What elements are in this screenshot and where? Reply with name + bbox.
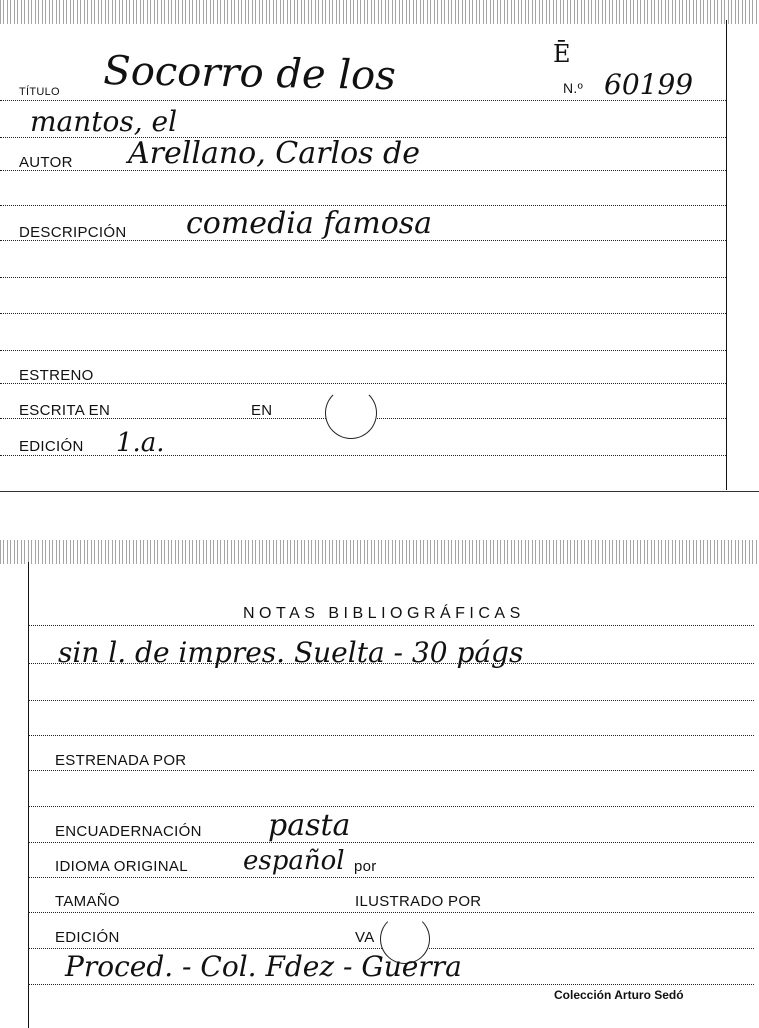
rule-tamano — [28, 912, 754, 913]
rule-proced — [28, 984, 754, 985]
rule-idioma — [28, 877, 754, 878]
idioma-value: español — [243, 846, 345, 876]
autor-label: AUTOR — [19, 154, 73, 171]
descripcion-label: DESCRIPCIÓN — [19, 224, 127, 241]
rule-blank-3 — [0, 313, 726, 314]
edicion-label: EDICIÓN — [19, 438, 84, 455]
encuadernacion-label: ENCUADERNACIÓN — [55, 823, 202, 840]
bottom-catalog-card — [0, 540, 759, 1028]
rule-blank-5 — [28, 806, 754, 807]
card-left-border — [28, 562, 29, 1028]
rule-notas-4 — [28, 735, 754, 736]
number-label: N.º — [563, 80, 584, 96]
en-label: EN — [251, 402, 273, 419]
card-edge-noise — [0, 540, 759, 564]
ilustrado-label: ILUSTRADO POR — [355, 893, 482, 910]
collection-footer: Colección Arturo Sedó — [554, 988, 684, 1002]
idioma-label: IDIOMA ORIGINAL — [55, 858, 188, 875]
descripcion-value: comedia famosa — [186, 206, 433, 241]
rule-estreno — [0, 383, 726, 384]
rule-encuadernacion — [28, 842, 754, 843]
rule-edicion — [0, 455, 726, 456]
number-value: 60199 — [604, 68, 694, 101]
proced-value: Proced. - Col. Fdez - Guerra — [65, 950, 462, 983]
rule-estrenada — [28, 770, 754, 771]
estrenada-por-label: ESTRENADA POR — [55, 752, 187, 769]
top-catalog-card — [0, 0, 759, 492]
va-label: VA — [355, 929, 375, 946]
titulo-value-line1: Socorro de los — [103, 48, 397, 100]
edicion-value: 1.a. — [116, 428, 165, 458]
titulo-label: TÍTULO — [19, 86, 60, 98]
tamano-label: TAMAÑO — [55, 893, 120, 910]
edicion-label-2: EDICIÓN — [55, 929, 120, 946]
card-divider — [0, 491, 759, 492]
number-prefix: Ē — [553, 40, 571, 68]
card-edge-noise — [0, 0, 759, 24]
autor-value: Arellano, Carlos de — [128, 136, 421, 171]
punch-hole — [325, 387, 377, 439]
escrita-en-label: ESCRITA EN — [19, 402, 111, 419]
rule-blank-4 — [0, 350, 726, 351]
notas-heading: NOTAS BIBLIOGRÁFICAS — [243, 605, 525, 622]
card-right-border — [726, 20, 727, 490]
encuadernacion-value: pasta — [268, 808, 351, 843]
rule-notas-3 — [28, 700, 754, 701]
titulo-value-line2: mantos, el — [30, 105, 178, 138]
notas-value: sin l. de impres. Suelta - 30 págs — [58, 636, 524, 669]
estreno-label: ESTRENO — [19, 367, 94, 384]
rule-blank-2 — [0, 277, 726, 278]
rule-notas-1 — [28, 625, 754, 626]
por-label: por — [354, 858, 377, 875]
